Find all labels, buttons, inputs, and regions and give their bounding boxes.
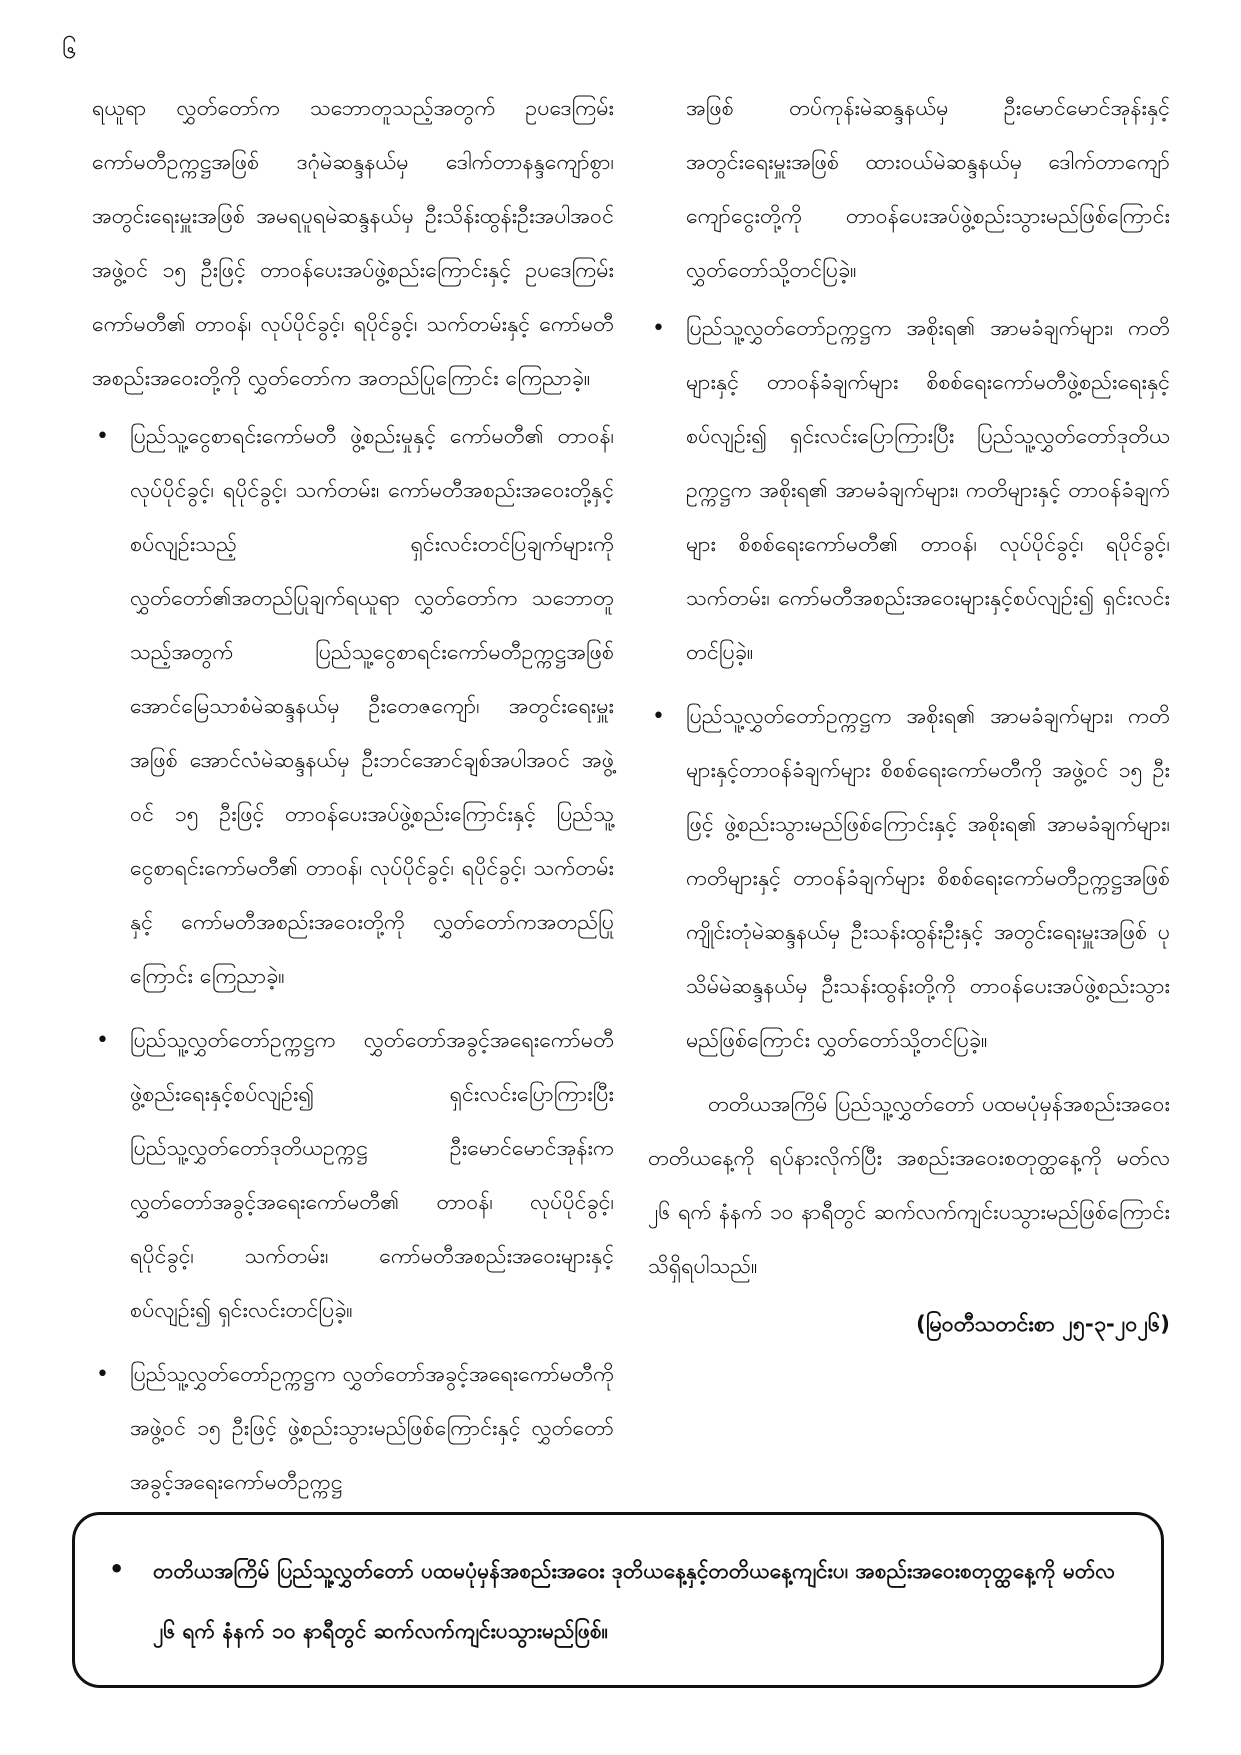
bullet-icon: • <box>96 1028 109 1053</box>
list-item <box>648 302 1170 680</box>
bullet-icon: • <box>96 424 109 449</box>
left-bullet-list <box>92 410 614 1510</box>
bullet-icon: • <box>109 1555 125 1583</box>
list-item <box>92 1014 614 1338</box>
bullet-text: ပြည်သူ့လွှတ်တော်ဥက္ကဋ္ဌက အစိုးရ၏ အာမခံချက်များ၊ ကတိများနှင့် တာဝန်ခံချက်များ စိစစ်ရေးကော်မတီဖွဲ့စည်းရေးနှင့်စပ်လျဉ်း၍ ရှင်းလင်းပြောကြားပြီး ပြည်သူ့လွှတ်တော်ဒုတိယဥက္ကဋ္ဌက အစိုးရ၏ အာမခံချက်များ၊ ကတိများနှင့် တာဝန်ခံချက်များ စိစစ်ရေးကော်မတီ၏ တာဝန်၊ လုပ်ပိုင်ခွင့်၊ ရပိုင်ခွင့်၊ သက်တမ်း၊ ကော်မတီအစည်းအဝေးများနှင့်စပ်လျဉ်း၍ ရှင်းလင်းတင်ပြခဲ့။ <box>686 316 1170 665</box>
bullet-icon: • <box>652 316 665 341</box>
list-item <box>92 410 614 1004</box>
bullet-icon: • <box>96 1362 109 1387</box>
bullet-text: ပြည်သူ့ငွေစာရင်းကော်မတီ ဖွဲ့စည်းမှုနှင့် ကော်မတီ၏ တာဝန်၊ လုပ်ပိုင်ခွင့်၊ ရပိုင်ခွင့်၊ သက်တမ်း၊ ကော်မတီအစည်းအဝေးတို့နှင့်စပ်လျဉ်းသည့် ရှင်းလင်းတင်ပြချက်များကိုလွှတ်တော်၏အတည်ပြုချက်ရယူရာ လွှတ်တော်က သဘောတူသည့်အတွက် ပြည်သူ့ငွေစာရင်းကော်မတီဥက္ကဋ္ဌအဖြစ် အောင်မြေသာစံမဲဆန္ဒနယ်မှ ဦးတေဇကျော်၊ အတွင်းရေးမှူးအဖြစ် အောင်လံမဲဆန္ဒနယ်မှ ဦးဘင်အောင်ချစ်အပါအဝင် အဖွဲ့ဝင် ၁၅ ဦးဖြင့် တာဝန်ပေးအပ်ဖွဲ့စည်းကြောင်းနှင့် ပြည်သူ့ငွေစာရင်းကော်မတီ၏ တာဝန်၊ လုပ်ပိုင်ခွင့်၊ ရပိုင်ခွင့်၊ သက်တမ်းနှင့် ကော်မတီအစည်းအဝေးတို့ကို လွှတ်တော်ကအတည်ပြုကြောင်း ကြေညာခဲ့။ <box>130 424 614 989</box>
intro-paragraph: ရယူရာ လွှတ်တော်က သဘောတူသည့်အတွက် ဥပဒေကြမ်းကော်မတီဥက္ကဋ္ဌအဖြစ် ဒဂုံမဲဆန္ဒနယ်မှ ဒေါက်တာနန္ဒကျော်စွာ၊ အတွင်းရေးမှူးအဖြစ် အမရပူရမဲဆန္ဒနယ်မှ ဦးသိန်းထွန်းဦးအပါအဝင် အဖွဲ့ဝင် ၁၅ ဦးဖြင့် တာဝန်ပေးအပ်ဖွဲ့စည်းကြောင်းနှင့် ဥပဒေကြမ်းကော်မတီ၏ တာဝန်၊ လုပ်ပိုင်ခွင့်၊ ရပိုင်ခွင့်၊ သက်တမ်းနှင့် ကော်မတီအစည်းအဝေးတို့ကို လွှတ်တော်က အတည်ပြုကြောင်း ကြေညာခဲ့။ <box>92 96 614 391</box>
closing-paragraph: တတိယအကြိမ် ပြည်သူ့လွှတ်တော် ပထမပုံမှန်အစည်းအဝေးတတိယနေ့ကို ရပ်နားလိုက်ပြီး အစည်းအဝေးစတုတ္ထနေ့ကို မတ်လ ၂၆ ရက် နံနက် ၁၀ နာရီတွင် ဆက်လက်ကျင်းပသွားမည်ဖြစ်ကြောင်း သိရှိရပါသည်။ <box>648 1092 1170 1279</box>
source-citation: (မြဝတီသတင်းစာ ၂၅-၃-၂၀၂၆) <box>916 1312 1170 1337</box>
bullet-text: ပြည်သူ့လွှတ်တော်ဥက္ကဋ္ဌက လွှတ်တော်အခွင့်အရေးကော်မတီဖွဲ့စည်းရေးနှင့်စပ်လျဉ်း၍ ရှင်းလင်းပြောကြားပြီး ပြည်သူ့လွှတ်တော်ဒုတိယဥက္ကဋ္ဌ ဦးမောင်မောင်အုန်းက လွှတ်တော်အခွင့်အရေးကော်မတီ၏ တာဝန်၊ လုပ်ပိုင်ခွင့်၊ ရပိုင်ခွင့်၊ သက်တမ်း၊ ကော်မတီအစည်းအဝေးများနှင့် စပ်လျဉ်း၍ ရှင်းလင်းတင်ပြခဲ့။ <box>130 1028 614 1323</box>
bullet-text: ပြည်သူ့လွှတ်တော်ဥက္ကဋ္ဌက လွှတ်တော်အခွင့်အရေးကော်မတီကို အဖွဲ့ဝင် ၁၅ ဦးဖြင့် ဖွဲ့စည်းသွားမည်ဖြစ်ကြောင်းနှင့် လွှတ်တော်အခွင့်အရေးကော်မတီဥက္ကဋ္ဌ <box>130 1362 614 1495</box>
right-column <box>648 82 1170 1352</box>
right-bullet-list <box>648 302 1170 1068</box>
summary-box <box>72 1512 1164 1688</box>
continuation-paragraph: အဖြစ် တပ်ကုန်းမဲဆန္ဒနယ်မှ ဦးမောင်မောင်အုန်းနှင့် အတွင်းရေးမှူးအဖြစ် ထားဝယ်မဲဆန္ဒနယ်မှ ဒေါက်တာကျော်ကျော်ငွေးတို့ကို တာဝန်ပေးအပ်ဖွဲ့စည်းသွားမည်ဖြစ်ကြောင်း လွှတ်တော်သို့တင်ပြခဲ့။ <box>686 96 1170 283</box>
summary-text: တတိယအကြိမ် ပြည်သူ့လွှတ်တော် ပထမပုံမှန်အစည်းအဝေး ဒုတိယနေ့နှင့်တတိယနေ့ကျင်းပ၊ အစည်းအဝေးစတုတ္ထနေ့ကို မတ်လ ၂၆ ရက် နံနက် ၁၀ နာရီတွင် ဆက်လက်ကျင်းပသွားမည်ဖြစ်။ <box>153 1559 1115 1643</box>
page-number: ၆ <box>62 35 77 65</box>
list-item <box>648 690 1170 1068</box>
bullet-icon: • <box>652 704 665 729</box>
bullet-text: ပြည်သူ့လွှတ်တော်ဥက္ကဋ္ဌက အစိုးရ၏ အာမခံချက်များ၊ ကတိများနှင့်တာဝန်ခံချက်များ စိစစ်ရေးကော်မတီကို အဖွဲ့ဝင် ၁၅ ဦးဖြင့် ဖွဲ့စည်းသွားမည်ဖြစ်ကြောင်းနှင့် အစိုးရ၏ အာမခံချက်များ၊ ကတိများနှင့် တာဝန်ခံချက်များ စိစစ်ရေးကော်မတီဥက္ကဋ္ဌအဖြစ် ကျိုင်းတုံမဲဆန္ဒနယ်မှ ဦးသန်းထွန်းဦးနှင့် အတွင်းရေးမှူးအဖြစ် ပုသိမ်မဲဆန္ဒနယ်မှ ဦးသန်းထွန်းတို့ကို တာဝန်ပေးအပ်ဖွဲ့စည်းသွားမည်ဖြစ်ကြောင်း လွှတ်တော်သို့တင်ပြခဲ့။ <box>686 704 1170 1053</box>
left-column <box>92 82 614 1520</box>
list-item <box>92 1348 614 1510</box>
